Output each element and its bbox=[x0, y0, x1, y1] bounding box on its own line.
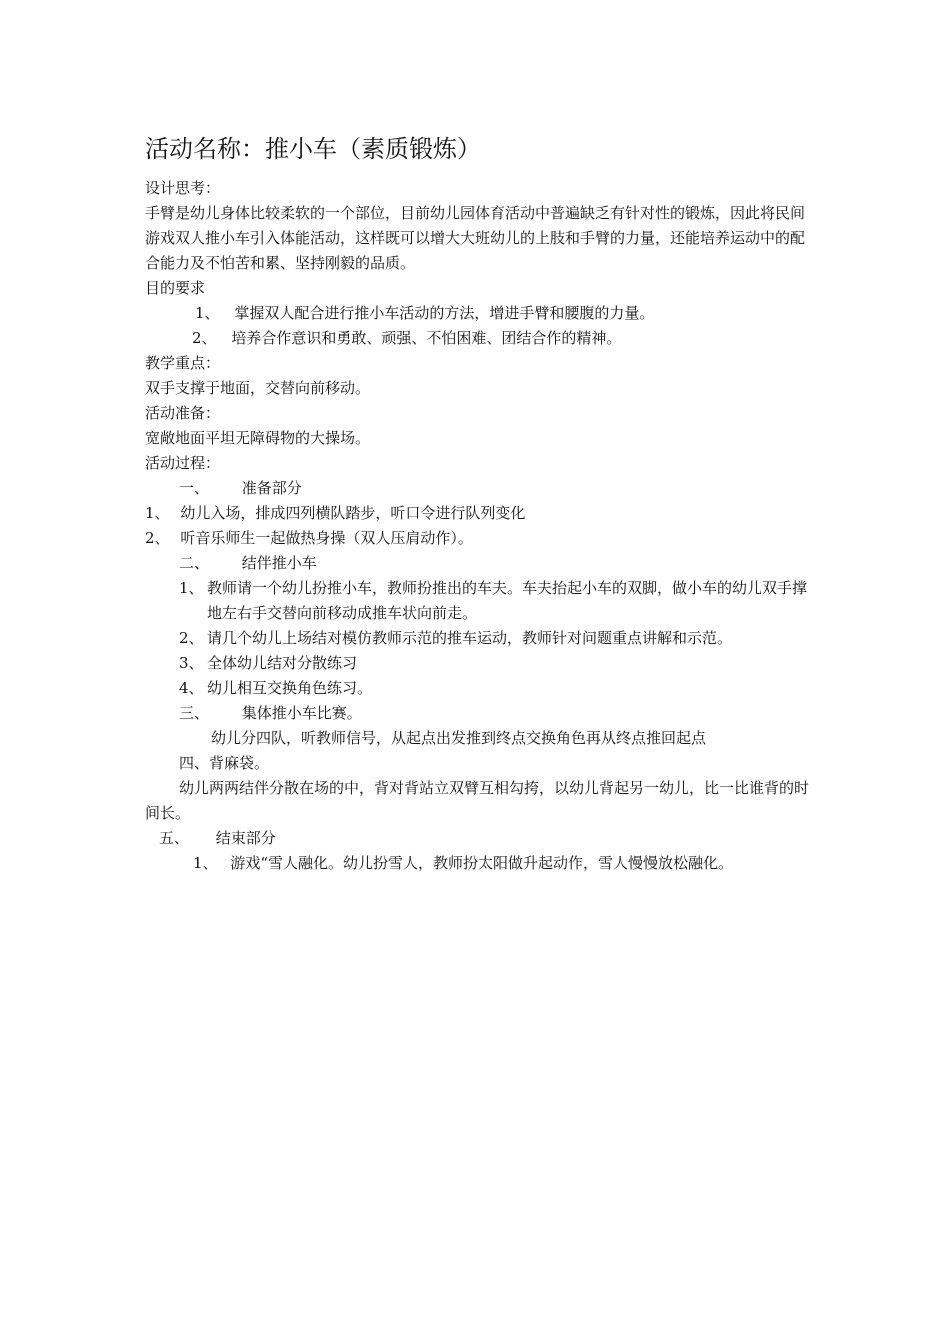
process-heading: 活动过程： bbox=[145, 454, 221, 472]
section-title: 集体推小车比赛。 bbox=[241, 704, 362, 722]
list-item-text: 幼儿入场，排成四列横队踏步，听口令进行队列变化 bbox=[180, 504, 526, 522]
list-item-number: 2、 bbox=[145, 529, 170, 547]
list-item-number: 4、 bbox=[179, 679, 204, 697]
goal-item-text: 掌握双人配合进行推小车活动的方法，增进手臂和腰腹的力量。 bbox=[234, 304, 655, 322]
goal-item-number: 1、 bbox=[195, 304, 220, 322]
goal-item-text: 培养合作意识和勇敢、顽强、不怕困难、团结合作的精神。 bbox=[231, 329, 622, 347]
list-item bbox=[145, 501, 810, 526]
section-title: 结伴推小车 bbox=[241, 554, 317, 572]
list-item bbox=[145, 576, 810, 626]
list-item-number: 1、 bbox=[179, 579, 204, 597]
section-number: 五、 bbox=[159, 829, 190, 847]
goals-heading: 目的要求 bbox=[145, 279, 206, 297]
section-heading bbox=[145, 551, 810, 576]
design-heading: 设计思考： bbox=[145, 179, 221, 197]
list-item-text: 教师请一个幼儿扮推小车，教师扮推出的车夫。车夫抬起小车的双脚，做小车的幼儿双手撑地左右手交替向前移动成推车状向前走。 bbox=[207, 579, 808, 622]
list-item-text: 请几个幼儿上场结对模仿教师示范的推车运动，教师针对问题重点讲解和示范。 bbox=[207, 629, 733, 647]
prep-text: 宽敞地面平坦无障碍物的大操场。 bbox=[145, 429, 371, 447]
list-item-number: 2、 bbox=[179, 629, 204, 647]
section-heading: 四、背麻袋。 bbox=[179, 754, 270, 772]
focus-heading: 教学重点： bbox=[145, 354, 221, 372]
list-item bbox=[145, 851, 810, 876]
list-item-text: 听音乐师生一起做热身操（双人压肩动作）。 bbox=[180, 529, 473, 547]
list-item bbox=[145, 626, 810, 651]
section-text: 幼儿分四队，听教师信号，从起点出发推到终点交换角色再从终点推回起点 bbox=[211, 729, 707, 747]
design-paragraph: 手臂是幼儿身体比较柔软的一个部位，目前幼儿园体育活动中普遍缺乏有针对性的锻炼，因此将民间游戏双人推小车引入体能活动，这样既可以增大大班幼儿的上肢和手臂的力量，还能培养运动中的配合能力及不怕苦和累、坚持刚毅的品质。 bbox=[145, 204, 806, 272]
section-heading bbox=[145, 826, 810, 851]
list-item-number: 1、 bbox=[193, 854, 218, 872]
list-item-number: 3、 bbox=[179, 654, 204, 672]
document-title: 活动名称：推小车（素质锻炼） bbox=[145, 135, 481, 163]
list-item bbox=[145, 676, 810, 701]
section-text: 幼儿两两结伴分散在场的中，背对背站立双臂互相勾挎，以幼儿背起另一幼儿，比一比谁背的时间长。 bbox=[145, 779, 810, 822]
document-body bbox=[145, 176, 810, 876]
list-item-text: 游戏“雪人融化。幼儿扮雪人，教师扮太阳做升起动作，雪人慢慢放松融化。 bbox=[230, 854, 734, 872]
section-title: 准备部分 bbox=[241, 479, 302, 497]
list-item bbox=[145, 651, 810, 676]
section-number: 三、 bbox=[179, 704, 210, 722]
prep-heading: 活动准备： bbox=[145, 404, 221, 422]
list-item-text: 全体幼儿结对分散练习 bbox=[207, 654, 358, 672]
list-item-number: 1、 bbox=[145, 504, 170, 522]
section-number: 一、 bbox=[179, 479, 210, 497]
list-item-text: 幼儿相互交换角色练习。 bbox=[207, 679, 373, 697]
goal-item bbox=[145, 326, 810, 351]
section-number: 二、 bbox=[179, 554, 210, 572]
goal-item bbox=[145, 301, 810, 326]
focus-text: 双手支撑于地面，交替向前移动。 bbox=[145, 379, 371, 397]
section-heading bbox=[145, 701, 810, 726]
list-item bbox=[145, 526, 810, 551]
section-heading bbox=[145, 476, 810, 501]
section-title: 结束部分 bbox=[215, 829, 276, 847]
goal-item-number: 2、 bbox=[192, 329, 217, 347]
